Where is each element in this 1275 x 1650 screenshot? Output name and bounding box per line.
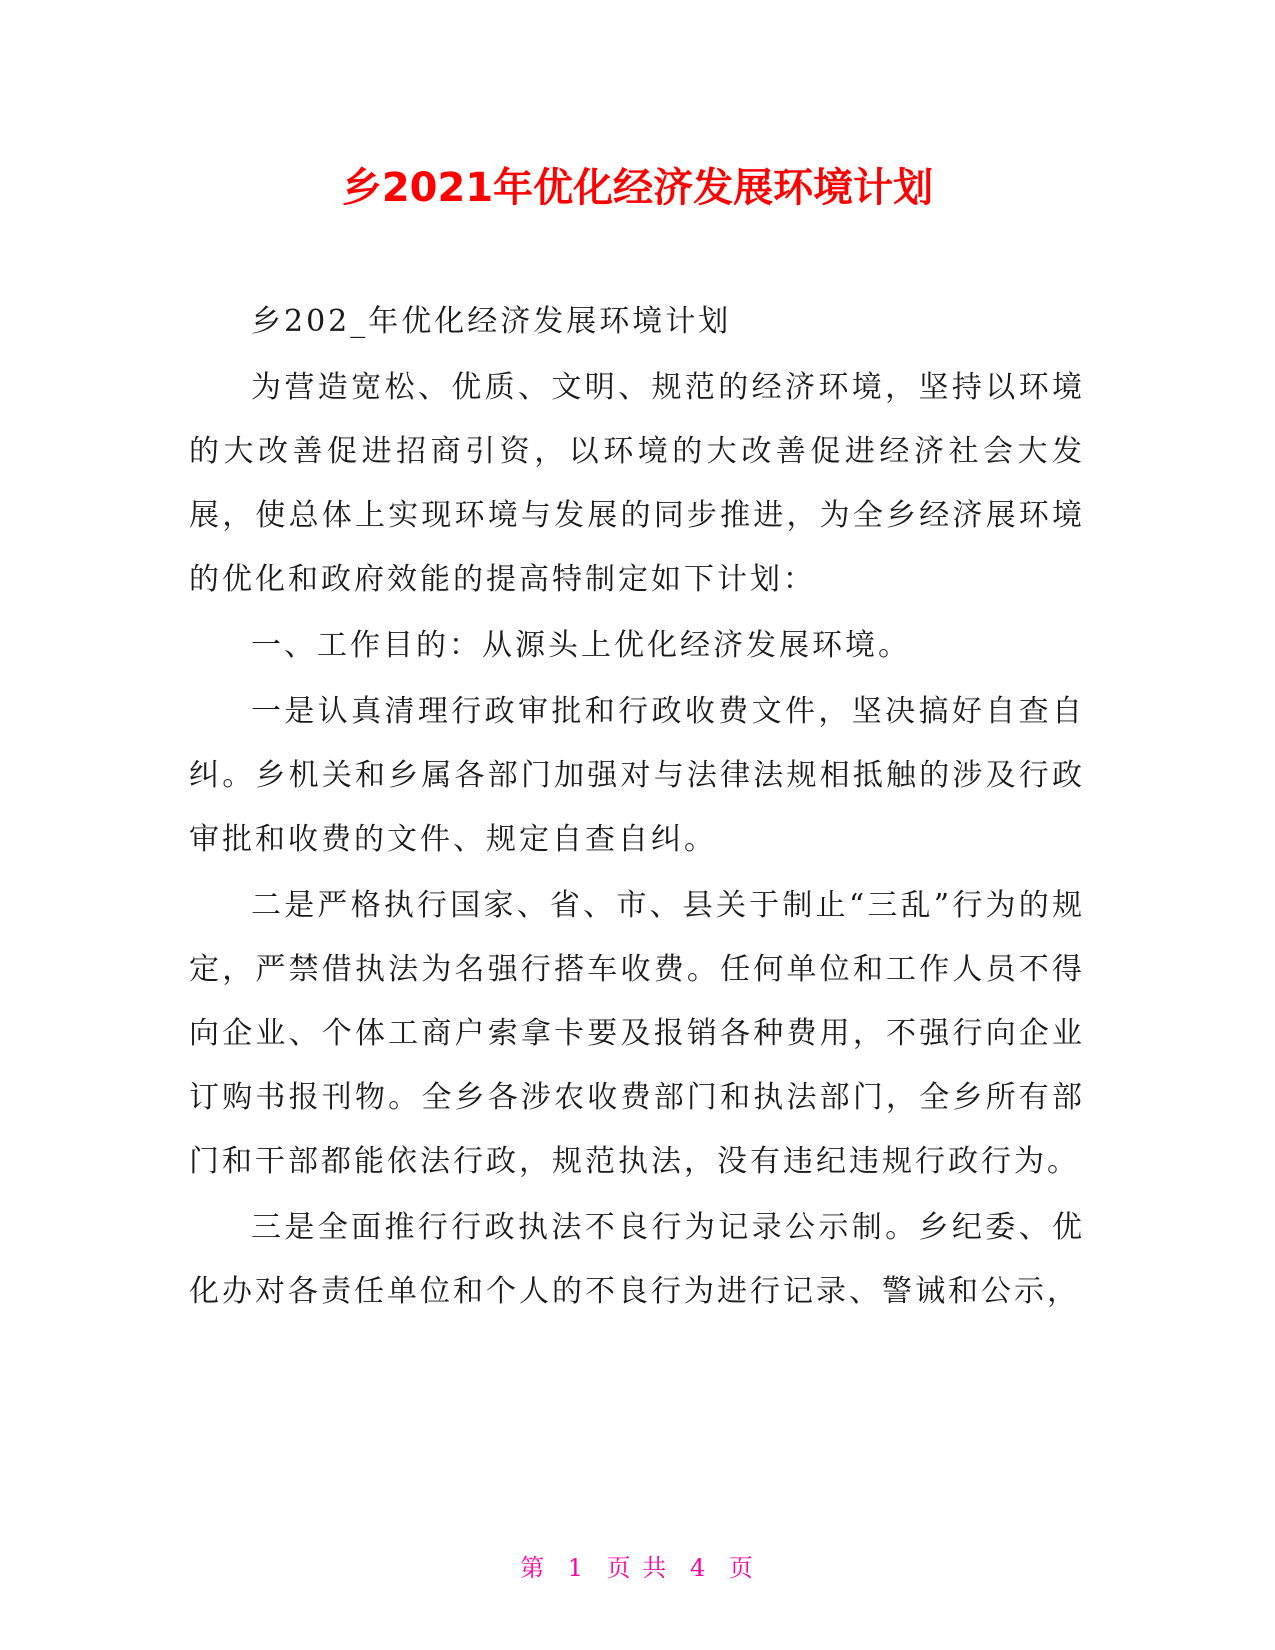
paragraph-item-two: 二是严格执行国家、省、市、县关于制止“三乱”行为的规定，严禁借执法为名强行搭车收费。任何单位和工作人员不得向企业、个体工商户索拿卡要及报销各种费用，不强行向企业订购书报刊物。全乡各涉农收费部门和执法部门，全乡所有部门和干部都能依法行政，规范执法，没有违纪违规行政行为。: [189, 888, 1085, 1179]
paragraph-item-one: 一是认真清理行政审批和行政收费文件，坚决搞好自查自纠。乡机关和乡属各部门加强对与法律法规相抵触的涉及行政审批和收费的文件、规定自查自纠。: [189, 694, 1085, 857]
paragraph-subtitle: 乡202_年优化经济发展环境计划: [251, 304, 732, 339]
page-footer: [0, 1548, 1275, 1583]
paragraph-intro: 为营造宽松、优质、文明、规范的经济环境，坚持以环境的大改善促进招商引资，以环境的大改善促进经济社会大发展，使总体上实现环境与发展的同步推进，为全乡经济展环境的优化和政府效能的提高特制定如下计划：: [189, 370, 1085, 597]
paragraph-section-heading: 一、工作目的：从源头上优化经济发展环境。: [251, 628, 911, 663]
paragraph-item-three: 三是全面推行行政执法不良行为记录公示制。乡纪委、优化办对各责任单位和个人的不良行为进行记录、警诫和公示，: [189, 1210, 1085, 1309]
footer-total-pages: 4: [689, 1554, 708, 1582]
document-title: 乡2021年优化经济发展环境计划: [341, 165, 934, 211]
footer-prefix: 第: [520, 1554, 547, 1582]
footer-mid: 页 共: [606, 1554, 669, 1582]
footer-suffix: 页: [728, 1554, 755, 1582]
footer-current-page: 1: [567, 1554, 586, 1582]
document-body: [189, 290, 1085, 1326]
